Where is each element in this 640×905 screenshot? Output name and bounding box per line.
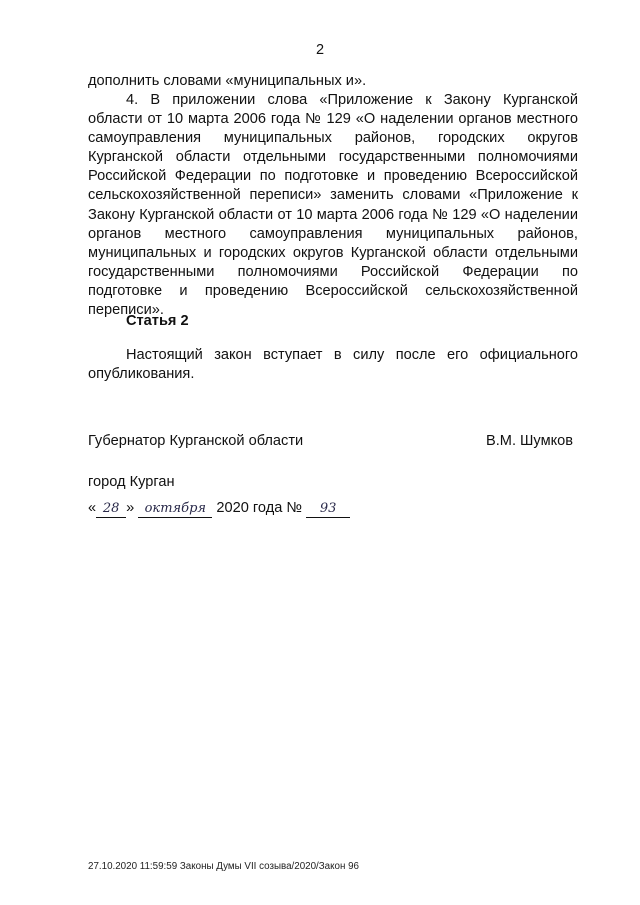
article-heading: Статья 2 — [126, 313, 189, 329]
date-line — [88, 500, 350, 518]
paragraph-item-4: 4. В приложении слова «Приложение к Закону Курганской области от 10 марта 2006 года № 129 «О наделении органов местного самоуправления муниципальных районов, городских округов Курганской области отдельными государственными полномочиями Российской Федерации по подготовке и проведению Всероссийской сельскохозяйственной переписи» заменить словами «Приложение к Закону Курганской области от 10 марта 2006 года № 129 «О наделении органов местного самоуправления муниципальных районов, муниципальных и городских округов Курганской области отдельными государственными полномочиями Российской Федерации по подготовке и проведению Всероссийской сельскохозяйственной переписи». — [88, 92, 578, 319]
signatory-title: Губернатор Курганской области — [88, 433, 304, 449]
date-month-handwritten: октября — [138, 501, 212, 518]
city-line: город Курган — [88, 474, 175, 490]
date-year-label: 2020 года № — [216, 500, 303, 516]
date-open-quote: « — [88, 500, 97, 516]
date-day-handwritten: 28 — [96, 501, 126, 518]
date-close-quote: » — [126, 500, 135, 516]
page-number: 2 — [315, 42, 325, 58]
paragraph-entry-into-force: Настоящий закон вступает в силу после его официального опубликования. — [88, 347, 578, 383]
paragraph-amendment-end: дополнить словами «муниципальных и». — [88, 73, 367, 89]
document-footer: 27.10.2020 11:59:59 Законы Думы VII созыва/2020/Закон 96 — [88, 861, 360, 872]
law-number-handwritten: 93 — [306, 501, 350, 518]
signatory-name: В.М. Шумков — [486, 433, 574, 449]
